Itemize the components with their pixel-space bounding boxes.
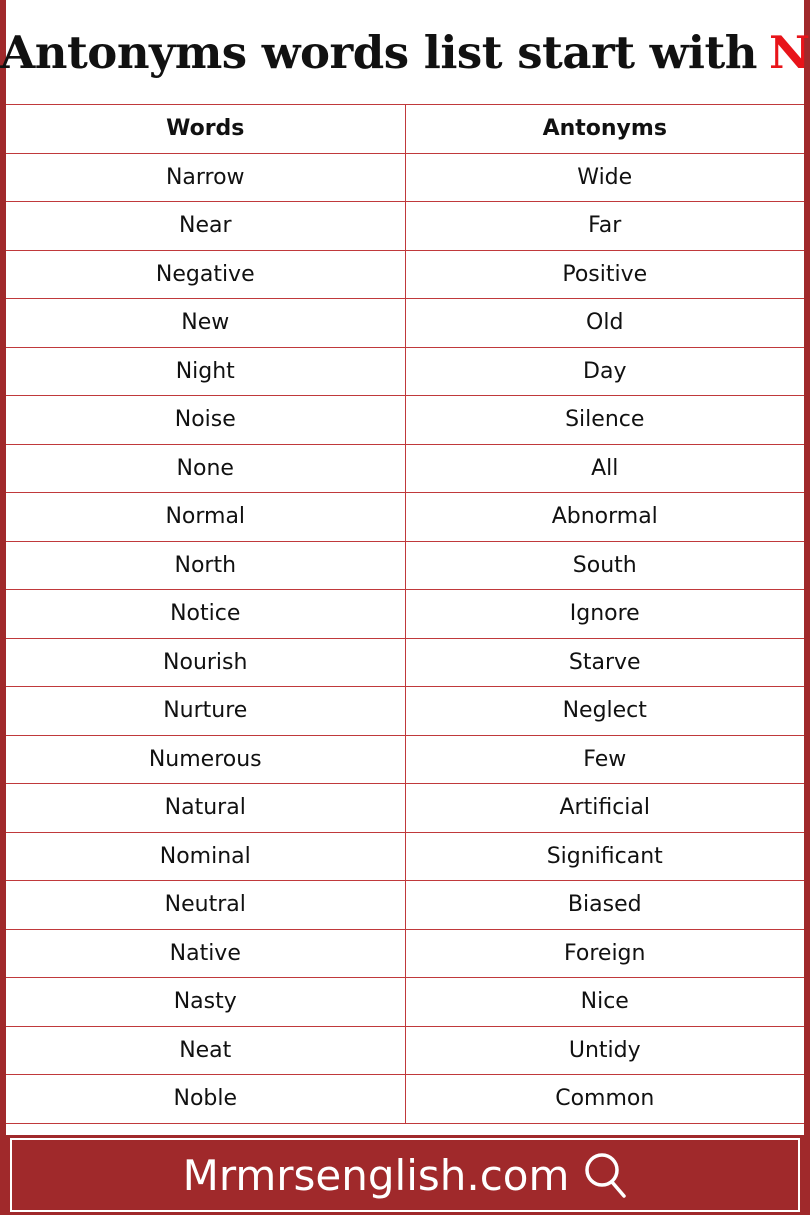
antonym-cell: Wide bbox=[405, 153, 804, 202]
title-letter: N bbox=[768, 25, 810, 79]
word-cell: Noble bbox=[6, 1075, 405, 1124]
antonym-cell: South bbox=[405, 541, 804, 590]
table-header-row bbox=[6, 105, 804, 154]
antonym-cell: Untidy bbox=[405, 1026, 804, 1075]
antonym-cell: Biased bbox=[405, 881, 804, 930]
header-words: Words bbox=[6, 105, 405, 154]
table-row bbox=[6, 832, 804, 881]
antonym-cell: Foreign bbox=[405, 929, 804, 978]
table-row bbox=[6, 929, 804, 978]
word-cell: Night bbox=[6, 347, 405, 396]
antonym-cell: Positive bbox=[405, 250, 804, 299]
table-row bbox=[6, 347, 804, 396]
header-antonyms: Antonyms bbox=[405, 105, 804, 154]
word-cell: Native bbox=[6, 929, 405, 978]
word-cell: Near bbox=[6, 202, 405, 251]
page-title bbox=[0, 0, 810, 104]
word-cell: Neutral bbox=[6, 881, 405, 930]
search-icon bbox=[583, 1151, 627, 1199]
table-row bbox=[6, 299, 804, 348]
table-row bbox=[6, 493, 804, 542]
antonym-cell: Abnormal bbox=[405, 493, 804, 542]
antonym-cell: All bbox=[405, 444, 804, 493]
antonym-cell: Ignore bbox=[405, 590, 804, 639]
table-row bbox=[6, 541, 804, 590]
word-cell: Nasty bbox=[6, 978, 405, 1027]
antonym-cell: Common bbox=[405, 1075, 804, 1124]
table-row bbox=[6, 590, 804, 639]
word-cell: Normal bbox=[6, 493, 405, 542]
word-cell: Numerous bbox=[6, 735, 405, 784]
table-row bbox=[6, 735, 804, 784]
table-row bbox=[6, 1026, 804, 1075]
table-row bbox=[6, 784, 804, 833]
word-cell: Neat bbox=[6, 1026, 405, 1075]
word-cell: Nurture bbox=[6, 687, 405, 736]
table-row bbox=[6, 638, 804, 687]
antonyms-table bbox=[6, 104, 804, 1124]
table-row bbox=[6, 1075, 804, 1124]
antonym-cell: Day bbox=[405, 347, 804, 396]
antonym-cell: Old bbox=[405, 299, 804, 348]
antonym-cell: Nice bbox=[405, 978, 804, 1027]
word-cell: New bbox=[6, 299, 405, 348]
word-cell: None bbox=[6, 444, 405, 493]
site-name: Mrmrsenglish.com bbox=[182, 1150, 570, 1200]
table-row bbox=[6, 250, 804, 299]
antonym-cell: Far bbox=[405, 202, 804, 251]
word-cell: North bbox=[6, 541, 405, 590]
word-cell: Noise bbox=[6, 396, 405, 445]
antonym-cell: Neglect bbox=[405, 687, 804, 736]
antonym-cell: Starve bbox=[405, 638, 804, 687]
word-cell: Nominal bbox=[6, 832, 405, 881]
table-row bbox=[6, 444, 804, 493]
table-row bbox=[6, 881, 804, 930]
antonym-cell: Few bbox=[405, 735, 804, 784]
table-row bbox=[6, 978, 804, 1027]
word-cell: Natural bbox=[6, 784, 405, 833]
antonym-cell: Artificial bbox=[405, 784, 804, 833]
word-cell: Narrow bbox=[6, 153, 405, 202]
table-row bbox=[6, 153, 804, 202]
footer-banner bbox=[10, 1138, 800, 1212]
antonym-cell: Significant bbox=[405, 832, 804, 881]
table-row bbox=[6, 687, 804, 736]
table-row bbox=[6, 396, 804, 445]
word-cell: Negative bbox=[6, 250, 405, 299]
antonym-cell: Silence bbox=[405, 396, 804, 445]
table-row bbox=[6, 202, 804, 251]
word-cell: Notice bbox=[6, 590, 405, 639]
title-text: Antonyms words list start with bbox=[0, 25, 757, 79]
word-cell: Nourish bbox=[6, 638, 405, 687]
